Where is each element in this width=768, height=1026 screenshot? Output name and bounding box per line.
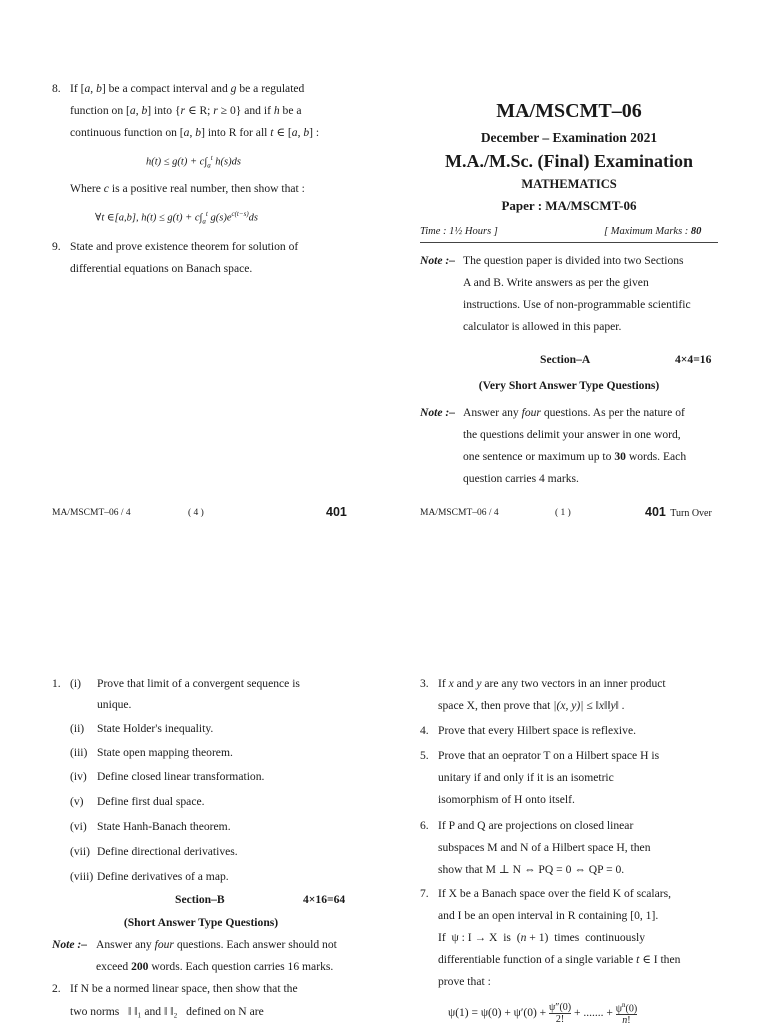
instruction-line: instructions. Use of non-programmable scientific xyxy=(463,298,691,311)
maximum-marks-label: [ Maximum Marks : xyxy=(604,226,689,237)
question-number: 5. xyxy=(420,749,429,762)
subquestion-number: (i) xyxy=(70,677,81,690)
question-text: and I be an open interval in R containing [0, 1]. xyxy=(438,909,659,922)
subquestion-text: Prove that limit of a convergent sequence is xyxy=(97,677,300,690)
subquestion-number: (v) xyxy=(70,795,84,808)
turn-over-label: Turn Over xyxy=(670,508,712,519)
footer-code: MA/MSCMT–06 / 4 xyxy=(420,508,499,518)
subquestion-text: State open mapping theorem. xyxy=(97,746,233,759)
section-b-subtitle: (Short Answer Type Questions) xyxy=(123,916,279,929)
question-text: differential equations on Banach space. xyxy=(70,262,253,275)
subject-title: MATHEMATICS xyxy=(521,177,617,191)
formula-inequality: $h(t) \le g(t) + c\int_a^t$ h(s)ds xyxy=(146,154,241,170)
section-b-instruction: exceed 200 words. Each question carries 16 marks. xyxy=(96,960,334,973)
section-b-marks: 4×16=64 xyxy=(303,893,346,906)
question-text: unitary if and only if it is an isometric xyxy=(438,771,614,784)
section-a-instructions xyxy=(463,402,718,490)
question-number: 9. xyxy=(52,240,61,253)
instruction-line: the questions delimit your answer in one word, xyxy=(463,428,681,441)
maximum-marks-value: 80 xyxy=(690,226,702,237)
footer-page-number: ( 1 ) xyxy=(555,508,571,518)
instruction-line: question carries 4 marks. xyxy=(463,472,579,485)
subquestion-text: Define first dual space. xyxy=(97,795,205,808)
instruction-line: calculator is allowed in this paper. xyxy=(463,320,622,333)
subquestion-text: unique. xyxy=(97,698,132,711)
question-text: prove that : xyxy=(438,975,491,988)
formula-conclusion: ∀t ∈[a,b], $h(t) \le g(t) + c\int_a^t$ $g(s)e^{c(t-s)}ds$ xyxy=(95,210,258,226)
section-b-heading: Section–B xyxy=(175,893,225,906)
paper-code: MA/MSCMT–06 xyxy=(496,100,642,122)
question-text: differentiable function of a single variable t ∈ I then xyxy=(438,953,681,966)
instruction-line: A and B. Write answers as per the given xyxy=(463,276,649,289)
header-divider xyxy=(420,242,718,243)
note-label: Note :– xyxy=(52,938,88,951)
subquestion-number: (ii) xyxy=(70,722,85,735)
question-text: State and prove existence theorem for solution of xyxy=(70,240,299,253)
question-number: 1. xyxy=(52,677,61,690)
question-number: 7. xyxy=(420,887,429,900)
course-title: M.A./M.Sc. (Final) Examination xyxy=(445,151,693,171)
note-label: Note :– xyxy=(420,254,456,267)
footer-serial: 401 xyxy=(645,505,666,519)
question-number: 2. xyxy=(52,982,61,995)
instruction-line: The question paper is divided into two Sections xyxy=(463,254,684,267)
question-text: If N be a normed linear space, then show that the xyxy=(70,982,298,995)
question-text xyxy=(70,1001,264,1023)
question-text: Prove that an oeprator T on a Hilbert space H is xyxy=(438,749,660,762)
question-text-part: and xyxy=(144,1005,162,1018)
maximum-marks xyxy=(604,226,701,237)
question-text: show that M ⊥ N ⇔ PQ = 0 ⇔ QP = 0. xyxy=(438,863,625,876)
section-b-instruction: Answer any four questions. Each answer should not xyxy=(96,938,337,951)
section-a-subtitle: (Very Short Answer Type Questions) xyxy=(478,379,660,392)
question-text-part: defined on N are xyxy=(186,1005,264,1018)
note-label: Note :– xyxy=(420,406,456,419)
subquestion-number: (viii) xyxy=(70,870,94,883)
time-allowed: Time : 1½ Hours ] xyxy=(420,226,498,237)
subquestion-text: Define directional derivatives. xyxy=(97,845,238,858)
subquestion-text: State Holder's inequality. xyxy=(97,722,214,735)
instruction-line: one sentence or maximum up to 30 words. Each xyxy=(463,450,687,463)
section-a-heading: Section–A xyxy=(540,353,591,366)
footer-code: MA/MSCMT–06 / 4 xyxy=(52,508,131,518)
question-text xyxy=(438,695,718,717)
question-text: continuous function on [a, b] into R for all t ∈ [a, b] : xyxy=(70,126,320,139)
exam-session: December – Examination 2021 xyxy=(480,130,658,145)
question-number: 8. xyxy=(52,82,61,95)
subquestion-text: State Hanh-Banach theorem. xyxy=(97,820,231,833)
question-text: If [a, b] be a compact interval and g be a regulated xyxy=(70,82,305,95)
question-number: 4. xyxy=(420,724,429,737)
instructions xyxy=(463,250,718,338)
subquestion-number: (vii) xyxy=(70,845,90,858)
question-text: Prove that every Hilbert space is reflexive. xyxy=(438,724,636,737)
question-text-part: space X, then prove that xyxy=(438,699,551,712)
footer-serial: 401 xyxy=(326,505,347,519)
subquestion-text: Define closed linear transformation. xyxy=(97,770,265,783)
subquestion-number: (iii) xyxy=(70,746,88,759)
norm-symbol: ‖ ‖₁ xyxy=(127,1005,142,1018)
question-text: If P and Q are projections on closed linear xyxy=(438,819,634,832)
question-text: If x and y are any two vectors in an inner product xyxy=(438,677,666,690)
question-text: isomorphism of H onto itself. xyxy=(438,793,575,806)
norm-symbol: ‖ ‖₂ xyxy=(164,1005,178,1018)
question-text-part: two norms xyxy=(70,1005,120,1018)
subquestion-number: (vi) xyxy=(70,820,87,833)
question-number: 6. xyxy=(420,819,429,832)
instruction-line: Answer any four questions. As per the nature of xyxy=(463,406,685,419)
formula-taylor: ψ(1) = ψ(0) + ψ′(0) + $\frac{\psi''(0)}{2!}$ + ....... + $\frac{\psi^n(0)}{n!}$ xyxy=(448,1001,638,1026)
question-number: 3. xyxy=(420,677,429,690)
subquestion-number: (iv) xyxy=(70,770,87,783)
subquestion-text: Define derivatives of a map. xyxy=(97,870,229,883)
question-text: function on [a, b] into {r ∈ R; r ≥ 0} and if h be a xyxy=(70,104,302,117)
section-a-marks: 4×4=16 xyxy=(675,353,712,366)
question-text: subspaces M and N of a Hilbert space H, then xyxy=(438,841,651,854)
paper-title: Paper : MA/MSCMT-06 xyxy=(501,198,637,213)
question-text: Where c is a positive real number, then show that : xyxy=(70,182,305,195)
formula-cauchy-schwarz: |(x, y)| ≤ ‖x‖‖y‖ . xyxy=(553,699,625,712)
footer-page-number: ( 4 ) xyxy=(188,508,204,518)
question-text: If ψ : I → X is (n + 1) times continuously xyxy=(438,931,646,944)
question-text: If X be a Banach space over the field K of scalars, xyxy=(438,887,672,900)
